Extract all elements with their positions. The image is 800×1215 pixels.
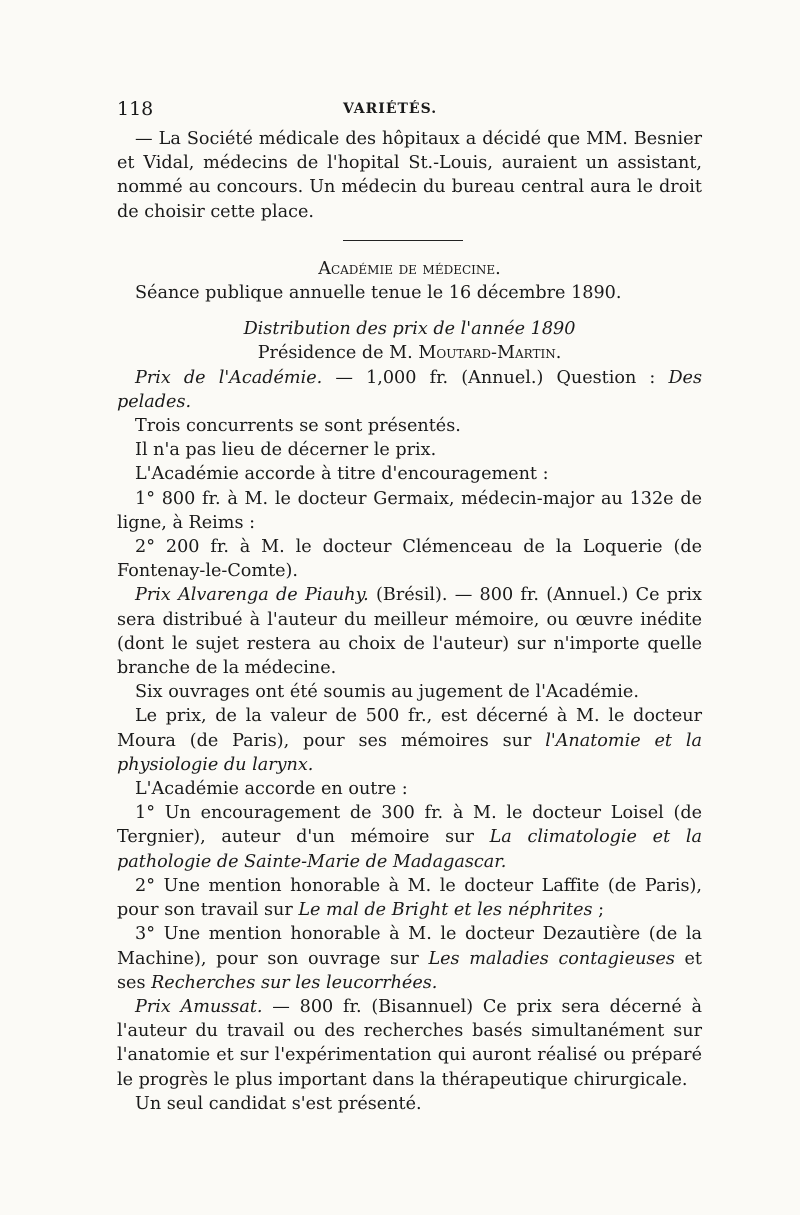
page-body — [117, 127, 702, 1116]
paragraph-le-prix: Le prix, de la valeur de 500 fr., est décerné à M. le docteur Moura (de Paris), pour ses mémoires sur l'Anatomie et la physiologie du larynx. — [117, 706, 702, 775]
paragraph-accorde: L'Académie accorde à titre d'encouragement : — [135, 464, 549, 485]
paragraph-six-ouvrages: Six ouvrages ont été soumis au jugement de l'Académie. — [135, 682, 639, 703]
seance-line: Séance publique annuelle tenue le 16 décembre 1890. — [135, 283, 622, 304]
item-2: 2° Une mention honorable à M. le docteur Laffite (de Paris), pour son travail sur Le mal de Bright et les néphrites ; — [117, 875, 702, 921]
paragraph-concurrents: Trois concurrents se sont présentés. — [135, 416, 461, 437]
presidence-line: Présidence de M. Moutard-Martin. — [257, 343, 562, 364]
paragraph-en-outre: L'Académie accorde en outre : — [135, 779, 408, 800]
encouragement-2: 2° 200 fr. à M. le docteur Clémenceau de la Loquerie (de Fontenay-le-Comte). — [117, 537, 702, 582]
running-title: VARIÉTÉS. — [343, 101, 438, 117]
paragraph-candidat: Un seul candidat s'est présenté. — [135, 1093, 422, 1114]
prix-alvarenga: Prix Alvarenga de Piauhy. (Brésil). — 800 fr. (Annuel.) Ce prix sera distribué à l'auteur du meilleur mémoire, ou œuvre inédite (dont le sujet restera au choix de l'auteur) sur n'importe quelle branche de la médecine. — [117, 585, 702, 679]
paragraph-societe: — La Société médicale des hôpitaux a décidé que MM. Besnier et Vidal, médecins de l'hopital St.-Louis, auraient un assistant, nommé au concours. Un médecin du bureau central aura le droit de choisir cette place. — [117, 129, 702, 222]
section-title: Académie de médecine. — [318, 258, 501, 279]
prix-academie: Prix de l'Académie. — 1,000 fr. (Annuel.) Question : Des pelades. — [117, 367, 702, 412]
encouragement-1: 1° 800 fr. à M. le docteur Germaix, médecin-major au 132e de ligne, à Reims : — [117, 488, 702, 533]
section-divider — [343, 240, 463, 241]
prix-amussat: Prix Amussat. — 800 fr. (Bisannuel) Ce prix sera décerné à l'auteur du travail ou des recherches basés simultanément sur l'anatomie et sur l'expérimentation qui auront réalisé ou préparé le progrès le plus important dans la thérapeutique chirurgicale. — [117, 996, 702, 1090]
item-1: 1° Un encouragement de 300 fr. à M. le docteur Loisel (de Tergnier), auteur d'un mémoire sur La climatologie et la pathologie de Sainte-Marie de Madagascar. — [117, 803, 702, 872]
paragraph-lieu: Il n'a pas lieu de décerner le prix. — [135, 440, 437, 461]
page-number: 118 — [117, 98, 154, 120]
distribution-title: Distribution des prix de l'année 1890 — [243, 319, 576, 340]
item-3: 3° Une mention honorable à M. le docteur Dezautière (de la Machine), pour son ouvrage sur Les maladies contagieuses et ses Recherches sur les leucorrhées. — [117, 924, 703, 993]
page-header — [117, 98, 702, 124]
